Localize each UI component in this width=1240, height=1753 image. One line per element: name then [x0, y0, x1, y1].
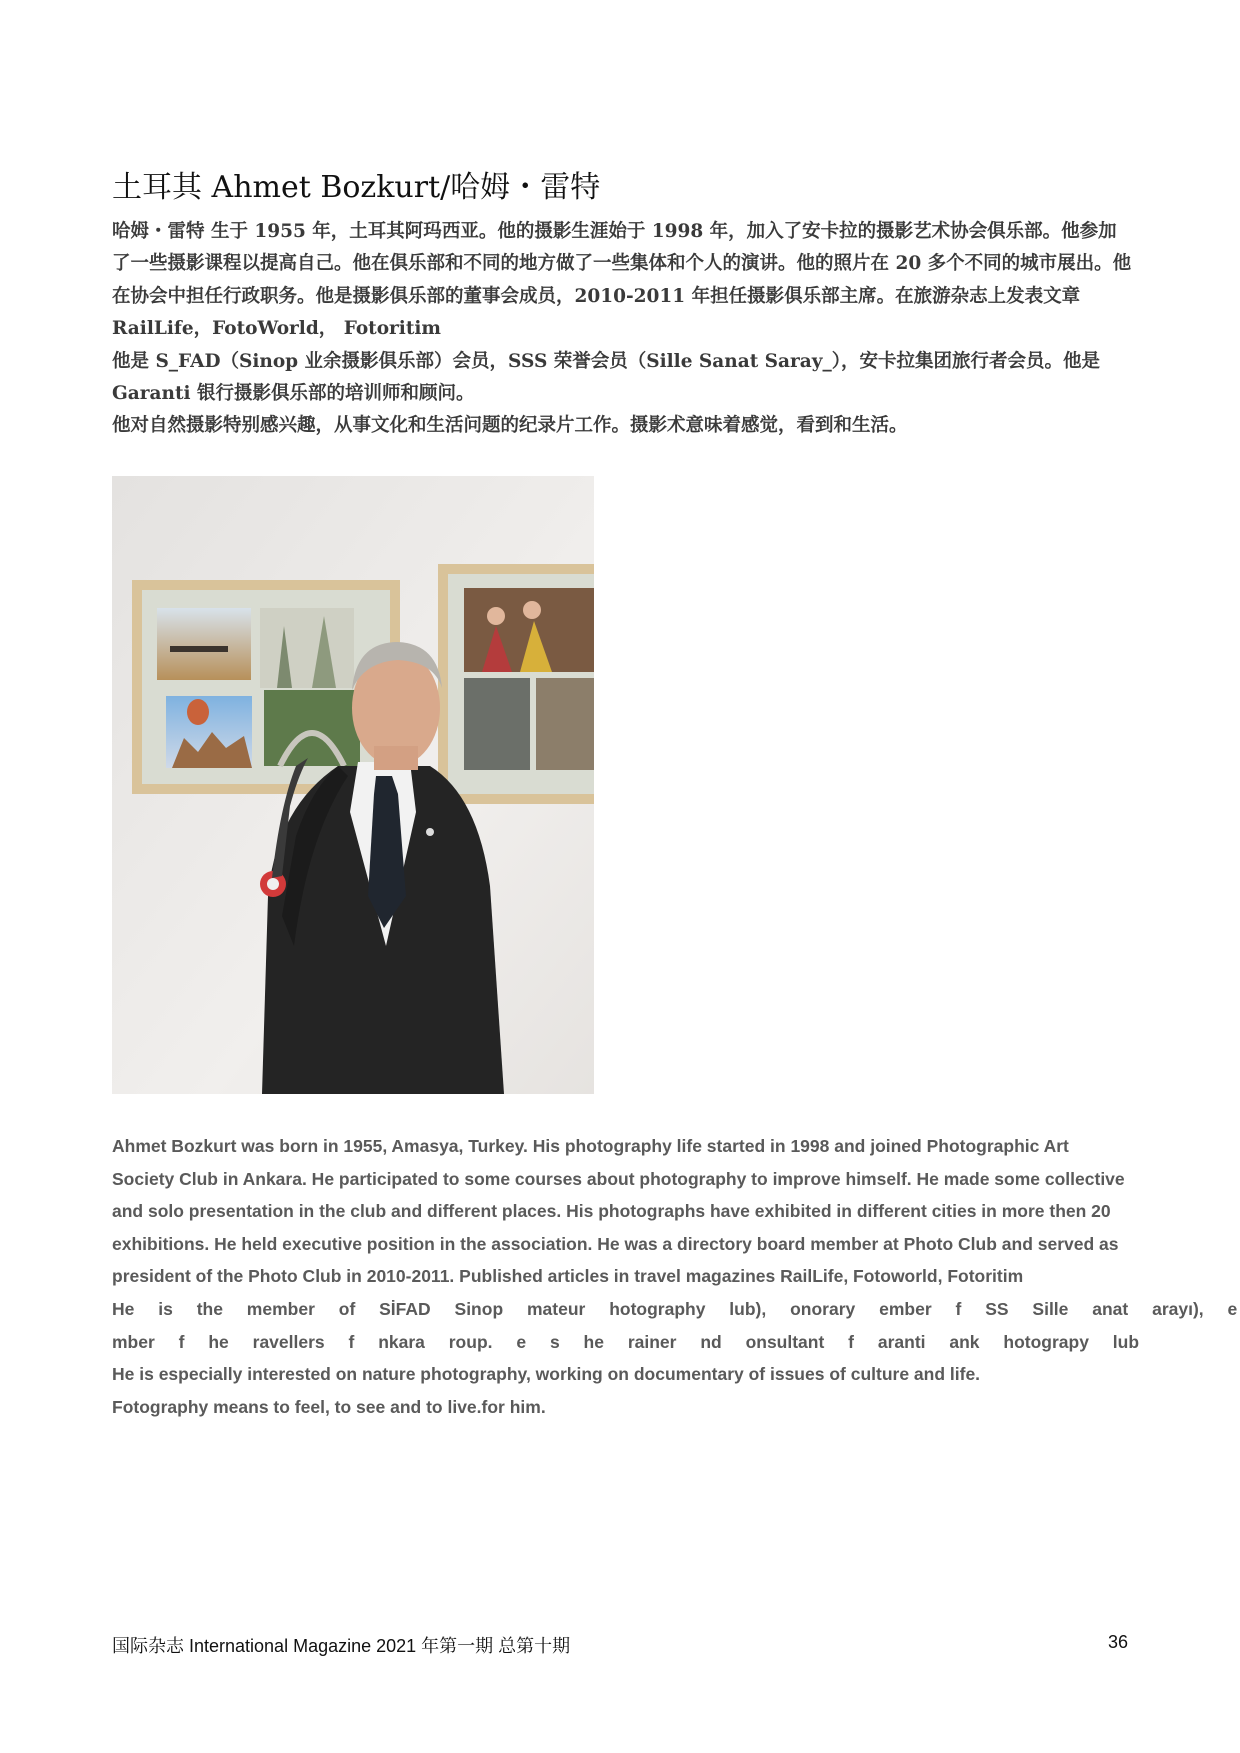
english-biography — [112, 1130, 1238, 1423]
page-number: 36 — [1107, 1632, 1128, 1652]
zh-paragraph: 他是 S_FAD（Sinop 业余摄影俱乐部）会员，SSS 荣誉会员（Sille Sanat Saray_），安卡拉集团旅行者会员。他是 Garanti 银行摄影俱乐部的培训师和顾问。 — [112, 350, 1101, 405]
en-paragraph: He is especially interested on nature photography, working on documentary of issues of culture and life. — [112, 1364, 981, 1385]
en-paragraph: He is the member of SİFAD Sinop mateur hotography lub), onorary ember f SS Sille anat arayı), e — [112, 1298, 1238, 1319]
article-title: 土耳其 Ahmet Bozkurt/哈姆・雷特 — [112, 170, 601, 205]
portrait-photo-illustration — [112, 476, 594, 1094]
zh-paragraph: 哈姆・雷特 生于 1955 年，土耳其阿玛西亚。他的摄影生涯始于 1998 年，加入了安卡拉的摄影艺术协会俱乐部。他参加了一些摄影课程以提高自己。他在俱乐部和不同的地方做了一些集体和个人的演讲。他的照片在 20 多个不同的城市展出。他在协会中担任行政职务。他是摄影俱乐部的董事会成员，2010-2011 年担任摄影俱乐部主席。在旅游杂志上发表文章 RailLife，FotoWorld， Fotoritim — [112, 221, 1132, 340]
page-footer — [112, 1632, 1128, 1658]
zh-paragraph: 他对自然摄影特别感兴趣，从事文化和生活问题的纪录片工作。摄影术意味着感觉，看到和生活。 — [112, 415, 908, 437]
en-paragraph: Ahmet Bozkurt was born in 1955, Amasya, Turkey. His photography life started in 1998 and joined Photographic Art Society Club in Ankara. He participated to some courses about photography to improve himself. He made some collective and solo presentation in the club and different places. His photographs have exhibited in different cities in more then 20 exhibitions. He held executive position in the association. He was a directory board member at Photo Club and served as president of the Photo Club in 2010-2011. Published articles in travel magazines RailLife, Fotoworld, Fotoritim — [112, 1136, 1125, 1287]
en-paragraph: mber f he ravellers f nkara roup. e s he rainer nd onsultant f aranti ank hotograpy lub — [112, 1331, 1140, 1352]
portrait-photo — [112, 476, 594, 1094]
magazine-issue-label: 国际杂志 International Magazine 2021 年第一期 总第十期 — [112, 1636, 571, 1656]
en-paragraph: Fotography means to feel, to see and to live.for him. — [112, 1396, 546, 1417]
chinese-biography — [112, 216, 1132, 443]
